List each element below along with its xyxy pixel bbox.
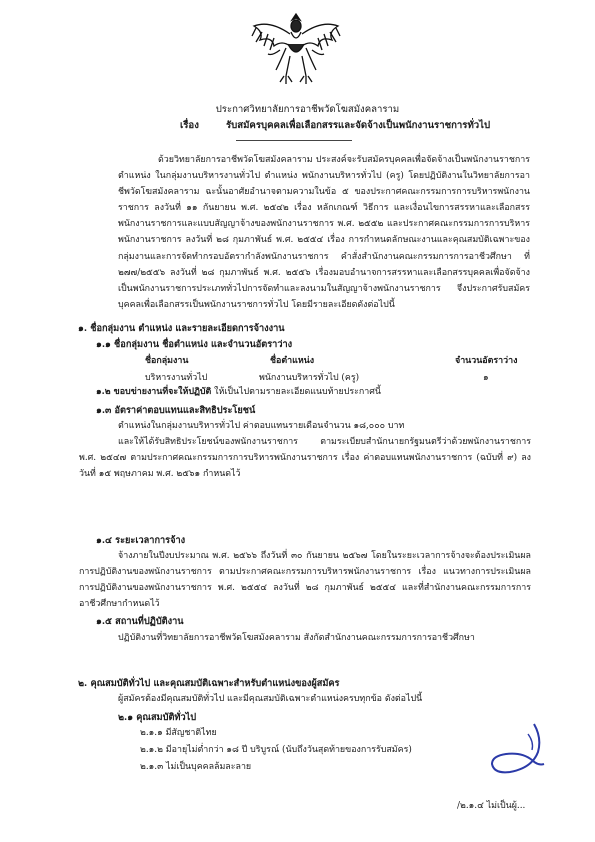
- section-1-2-text: ให้เป็นไปตามรายละเอียดแนบท้ายประกาศนี้: [214, 387, 381, 397]
- section-1-3-line: ตำแหน่งในกลุ่มงานบริหารทั่วไป ค่าตอบแทนรายเดือนจำนวน ๑๘,๐๐๐ บาท: [118, 421, 405, 431]
- section-1-1-heading: ๑.๑ ชื่อกลุ่มงาน ชื่อตำแหน่ง และจำนวนอัตราว่าง: [96, 339, 293, 350]
- announcement-title: ประกาศวิทยาลัยการอาชีพวัดโฆสมังคลาราม: [215, 104, 400, 115]
- announcement-subject: [180, 119, 595, 132]
- table-header-group: ชื่อกลุ่มงาน: [145, 356, 189, 366]
- list-item: ๒.๑.๑ มีสัญชาติไทย: [140, 728, 217, 738]
- signature-mark: [488, 720, 548, 780]
- list-item: ๒.๑.๓ ไม่เป็นบุคคลล้มละลาย: [140, 762, 252, 772]
- list-item: ๒.๑.๒ มีอายุไม่ต่ำกว่า ๑๘ ปี บริบูรณ์ (นับถึงวันสุดท้ายของการรับสมัคร): [140, 745, 412, 755]
- table-header-vacancies: จำนวนอัตราว่าง: [455, 356, 518, 366]
- subject-text: รับสมัครบุคคลเพื่อเลือกสรรและจัดจ้างเป็นพนักงานราชการทั่วไป: [226, 120, 491, 131]
- section-2-1-heading: ๒.๑ คุณสมบัติทั่วไป: [118, 712, 197, 723]
- subject-label: เรื่อง: [180, 120, 199, 131]
- section-1-4-paragraph: จ้างภายในปีงบประมาณ พ.ศ. ๒๕๖๖ ถึงวันที่ ๓๐ กันยายน ๒๕๖๗ โดยในระยะเวลาการจ้างจะต้องประเมินผลการปฏิบัติงานของพนักงานราชการ ตามประกาศคณะกรรมการบริหารพนักงานราชการ เรื่อง แนวทางการประเมินผลการปฏิบัติงานของพนักงานราชการ พ.ศ. ๒๕๕๔ ลงวันที่ ๒๘ กุมภาพันธ์ ๒๕๕๔ และที่สำนักงานคณะกรรมการการอาชีวศึกษากำหนดไว้: [79, 551, 531, 609]
- section-1-3-heading: ๑.๓ อัตราค่าตอบแทนและสิทธิประโยชน์: [96, 405, 256, 416]
- section-1-2-label: ๑.๒ ขอบข่ายงานที่จะให้ปฏิบัติ: [96, 387, 212, 397]
- table-cell-position: พนักงานบริหารทั่วไป (ครู): [259, 373, 360, 383]
- section-2-intro: ผู้สมัครต้องมีคุณสมบัติทั่วไป และมีคุณสมบัติเฉพาะตำแหน่งครบทุกข้อ ดังต่อไปนี้: [118, 694, 423, 704]
- section-1-heading: ๑. ชื่อกลุ่มงาน ตำแหน่ง และรายละเอียดการจ้างงาน: [78, 323, 285, 334]
- continuation-marker: /๒.๑.๔ ไม่เป็นผู้...: [457, 801, 526, 811]
- table-cell-group: บริหารงานทั่วไป: [145, 373, 208, 383]
- section-1-5-heading: ๑.๕ สถานที่ปฏิบัติงาน: [96, 616, 184, 627]
- section-1-5-paragraph: ปฏิบัติงานที่วิทยาลัยการอาชีพวัดโฆสมังคลาราม สังกัดสำนักงานคณะกรรมการการอาชีวศึกษา: [118, 633, 475, 643]
- section-1-4-heading: ๑.๔ ระยะเวลาการจ้าง: [96, 535, 186, 546]
- section-1-2: [96, 386, 381, 399]
- intro-paragraph: ด้วยวิทยาลัยการอาชีพวัดโฆสมังคลาราม ประสงค์จะรับสมัครบุคคลเพื่อจัดจ้างเป็นพนักงานราชการ ตำแหน่ง ในกลุ่มงานบริหารงานทั่วไป ตำแหน่ง พนักงานบริหารทั่วไป (ครู) โดยปฏิบัติงานในวิทยาลัยการอาชีพวัดโฆสมังคลาราม ฉะนั้นอาศัยอำนาจตามความในข้อ ๕ ของประกาศคณะกรรมการการบริหารพนักงานราชการ ลงวันที่ ๑๑ กันยายน พ.ศ. ๒๕๔๒ เรื่อง หลักเกณฑ์ วิธีการ และเงื่อนไขการสรรหาและเลือกสรรพนักงานราชการและแบบสัญญาจ้างของพนักงานราชการ พ.ศ. ๒๕๕๒ และประกาศคณะกรรมการการบริหารพนักงานราชการ ลงวันที่ ๒๘ กุมภาพันธ์ พ.ศ. ๒๕๕๔ เรื่อง การกำหนดลักษณะงานและคุณสมบัติเฉพาะของกลุ่มงานและการจัดทำกรอบอัตรากำลังพนักงานราชการ คำสั่งสำนักงานคณะกรรมการการอาชีวศึกษา ที่ ๒๗๗/๒๕๕๖ ลงวันที่ ๒๘ กุมภาพันธ์ พ.ศ. ๒๕๕๖ เรื่องมอบอำนาจการสรรหาและเลือกสรรบุคคลเพื่อจัดจ้างเป็นพนักงานราชการประเภททั่วไปการจัดทำและลงนามในสัญญาจ้างพนักงานราชการ จึงประกาศรับสมัครบุคคลเพื่อเลือกสรรเป็นพนักงานราชการทั่วไป โดยมีรายละเอียดดังต่อไปนี้: [118, 155, 530, 310]
- garuda-emblem-icon: [250, 10, 342, 88]
- table-cell-vacancies: ๑: [483, 373, 489, 383]
- header-divider: [236, 140, 352, 141]
- section-2-heading: ๒. คุณสมบัติทั่วไป และคุณสมบัติเฉพาะสำหรับตำแหน่งของผู้สมัคร: [78, 678, 340, 689]
- table-header-position: ชื่อตำแหน่ง: [270, 356, 315, 366]
- section-1-3-paragraph: และให้ได้รับสิทธิประโยชน์ของพนักงานราชการ ตามระเบียบสำนักนายกรัฐมนตรีว่าด้วยพนักงานราชการ พ.ศ. ๒๕๔๗ ตามประกาศคณะกรรมการการบริหารพนักงานราชการ เรื่อง ค่าตอบแทนพนักงานราชการ (ฉบับที่ ๙) ลงวันที่ ๑๕ พฤษภาคม พ.ศ. ๒๕๖๑ กำหนดไว้: [79, 437, 531, 479]
